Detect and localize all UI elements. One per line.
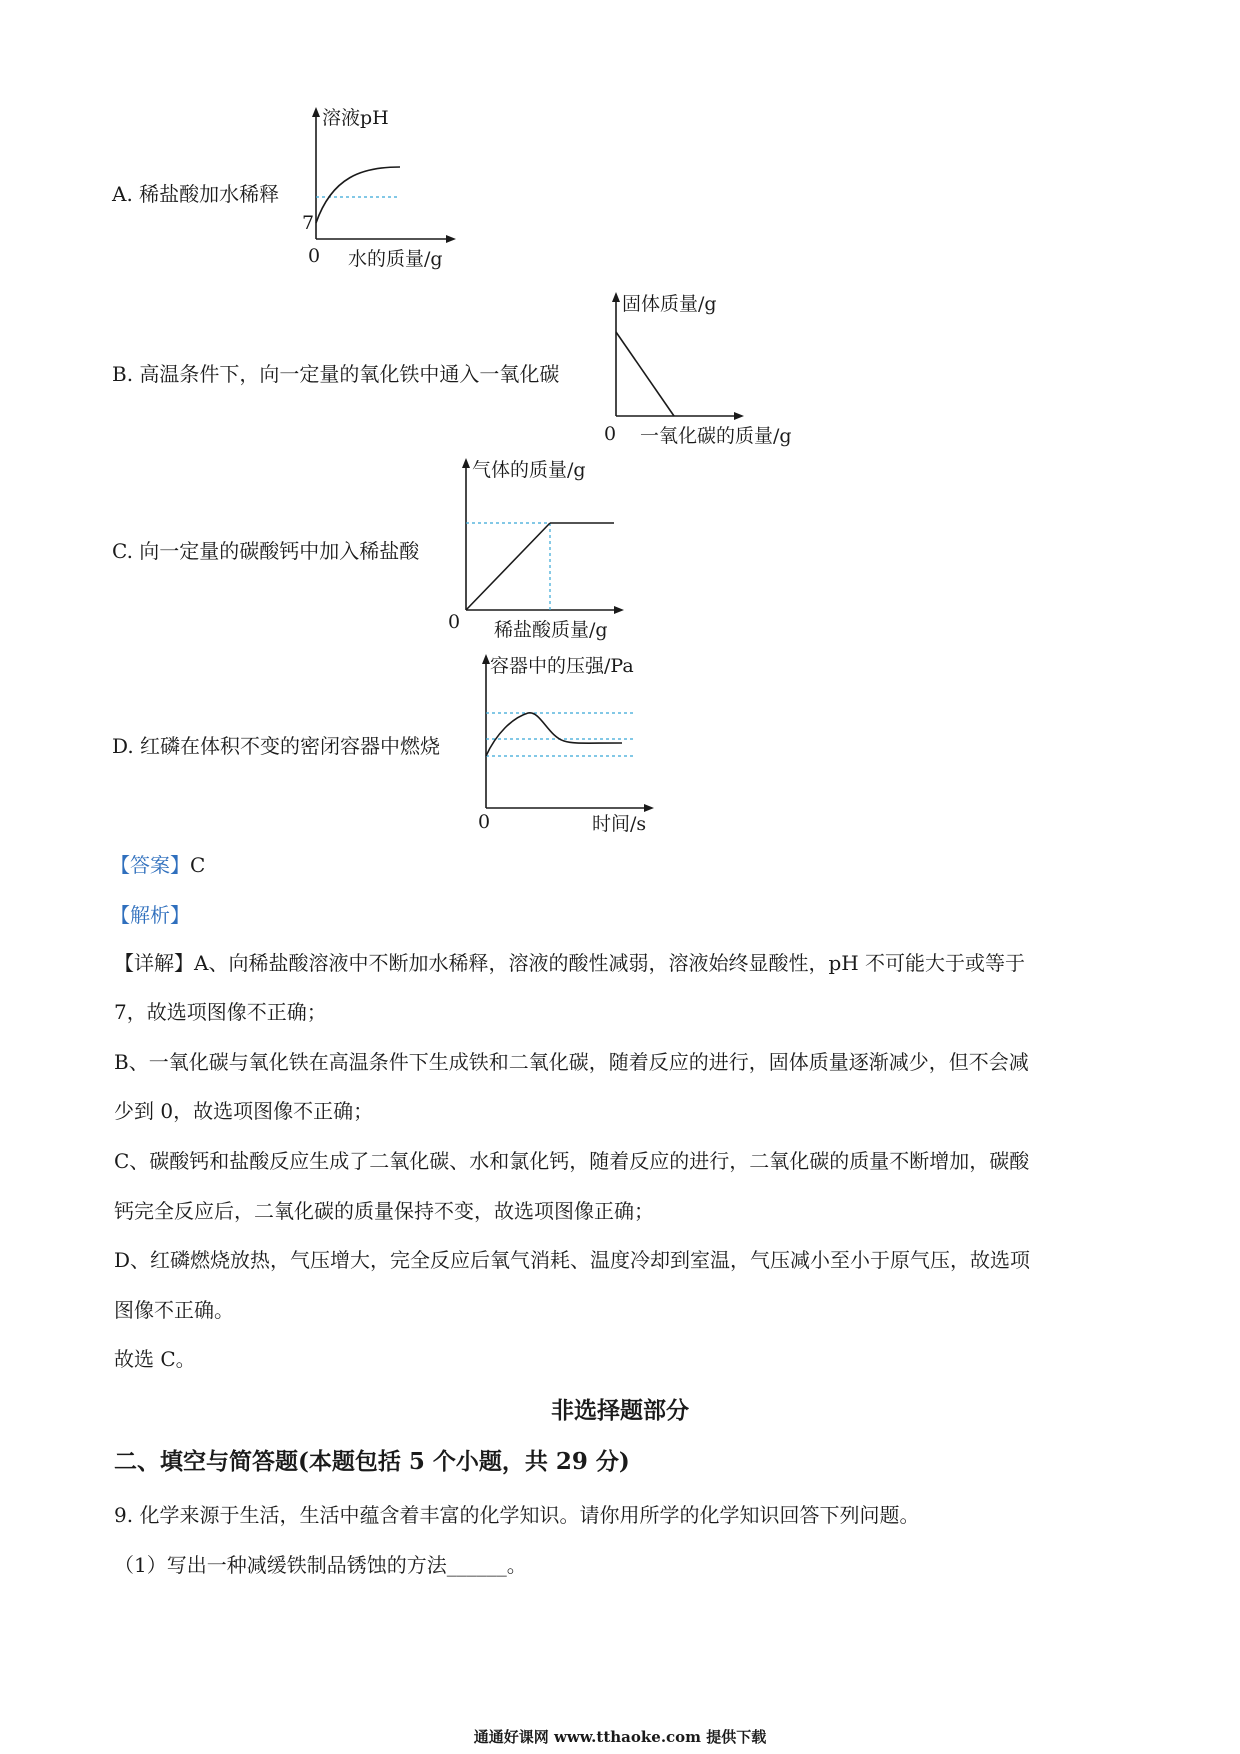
detail-line: 故选 C。 xyxy=(114,1347,196,1371)
option-d-label: D. 红磷在体积不变的密闭容器中燃烧 xyxy=(112,734,441,758)
detail-line: D、红磷燃烧放热，气压增大，完全反应后氧气消耗、温度冷却到室温，气压减小至小于原气压，故选项 xyxy=(114,1248,1031,1272)
detail-line: C、碳酸钙和盐酸反应生成了二氧化碳、水和氯化钙，随着反应的进行，二氧化碳的质量不断增加，碳酸 xyxy=(114,1149,1030,1173)
answer-tag: 【答案】 xyxy=(110,853,190,877)
graph-c-x-title: 稀盐酸质量/g xyxy=(494,619,608,641)
answer-value: C xyxy=(190,853,206,877)
graph-c-y-title: 气体的质量/g xyxy=(472,459,586,481)
graph-c-origin: 0 xyxy=(448,611,461,633)
graph-b-y-title: 固体质量/g xyxy=(622,293,717,315)
detail-line: 图像不正确。 xyxy=(114,1298,234,1322)
graph-d-origin: 0 xyxy=(478,811,491,833)
option-c-label: C. 向一定量的碳酸钙中加入稀盐酸 xyxy=(112,539,420,563)
detail-line: 【详解】A、向稀盐酸溶液中不断加水稀释，溶液的酸性减弱，溶液始终显酸性，pH 不可能大于或等于 xyxy=(114,951,1026,975)
option-a-label: A. 稀盐酸加水稀释 xyxy=(112,182,280,206)
section-title: 非选择题部分 xyxy=(551,1397,689,1424)
detail-line: 少到 0，故选项图像不正确； xyxy=(114,1099,374,1123)
graph-b-x-title: 一氧化碳的质量/g xyxy=(640,425,792,447)
analysis-tag: 【解析】 xyxy=(110,903,190,927)
graph-a xyxy=(280,105,460,275)
graph-a-x-title: 水的质量/g xyxy=(348,248,443,270)
subquestion-1: （1）写出一种减缓铁制品锈蚀的方法______。 xyxy=(114,1553,527,1577)
graph-a-y-title: 溶液pH xyxy=(322,107,389,129)
answer-line xyxy=(110,852,205,878)
graph-b-origin: 0 xyxy=(604,423,617,445)
graph-c xyxy=(446,456,636,646)
graph-d xyxy=(470,652,670,842)
option-b-label: B. 高温条件下，向一定量的氧化铁中通入一氧化碳 xyxy=(112,362,560,386)
graph-a-origin: 0 xyxy=(308,245,321,267)
detail-line: 7，故选项图像不正确； xyxy=(114,1000,327,1024)
footer: 通通好课网 www.tthaoke.com 提供下载 xyxy=(473,1728,767,1746)
graph-d-y-title: 容器中的压强/Pa xyxy=(490,655,634,677)
graph-a-y-tick: 7 xyxy=(302,212,315,234)
question-9: 9. 化学来源于生活，生活中蕴含着丰富的化学知识。请你用所学的化学知识回答下列问题。 xyxy=(114,1503,920,1527)
detail-line: 钙完全反应后，二氧化碳的质量保持不变，故选项图像正确； xyxy=(114,1199,654,1223)
graph-d-x-title: 时间/s xyxy=(592,813,647,835)
part-title: 二、填空与简答题(本题包括 5 个小题，共 29 分) xyxy=(114,1448,630,1475)
detail-line: B、一氧化碳与氧化铁在高温条件下生成铁和二氧化碳，随着反应的进行，固体质量逐渐减少，但不会减 xyxy=(114,1050,1029,1074)
graph-b xyxy=(600,290,830,460)
